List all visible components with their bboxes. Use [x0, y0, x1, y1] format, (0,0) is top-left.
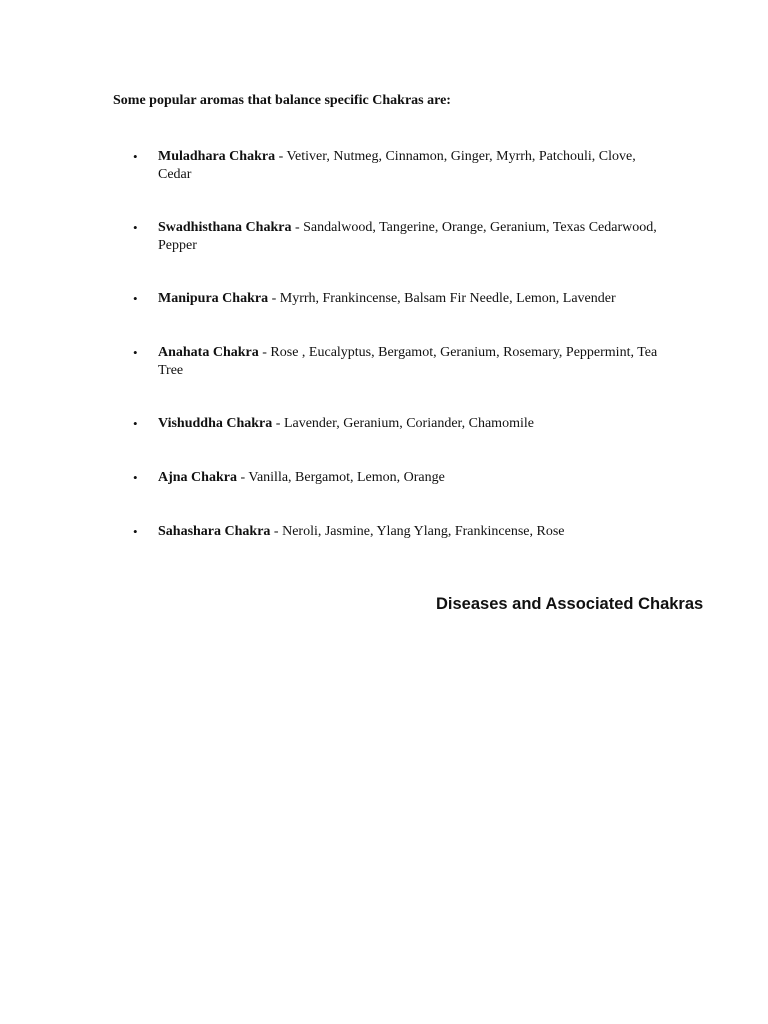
chakra-aromas: Lavender, Geranium, Coriander, Chamomile	[283, 416, 534, 431]
list-item	[133, 523, 658, 541]
bullet-icon: •	[133, 291, 138, 306]
list-item	[133, 344, 658, 379]
chakra-name: Sahashara Chakra	[158, 524, 271, 539]
chakra-name: Ajna Chakra	[158, 470, 237, 485]
chakra-aromas: Sandalwood, Tangerine, Orange, Geranium, Texas Cedarwood, Pepper	[158, 220, 657, 253]
chakra-name: Muladhara Chakra	[158, 149, 276, 164]
bullet-icon: •	[133, 416, 138, 431]
chakra-name: Anahata Chakra	[158, 345, 259, 360]
list-item	[133, 219, 658, 254]
list-item	[133, 148, 658, 183]
chakra-name: Swadhisthana Chakra	[158, 220, 292, 235]
separator: -	[240, 470, 246, 485]
separator: -	[294, 220, 300, 235]
chakra-name: Manipura Chakra	[158, 291, 269, 306]
list-item	[133, 469, 658, 487]
chakra-aromas: Myrrh, Frankincense, Balsam Fir Needle, Lemon, Lavender	[279, 291, 616, 306]
bullet-icon: •	[133, 149, 138, 164]
section-heading: Diseases and Associated Chakras	[436, 595, 704, 613]
bullet-icon: •	[133, 470, 138, 485]
bullet-icon: •	[133, 524, 138, 539]
intro-text: Some popular aromas that balance specific Chakras are:	[113, 93, 451, 108]
separator: -	[278, 149, 284, 164]
separator: -	[273, 524, 279, 539]
list-item	[133, 290, 658, 308]
bullet-icon: •	[133, 345, 138, 360]
separator: -	[275, 416, 281, 431]
separator: -	[262, 345, 267, 360]
separator: -	[271, 291, 277, 306]
chakra-aromas: Neroli, Jasmine, Ylang Ylang, Frankincense, Rose	[282, 524, 565, 539]
list-item	[133, 415, 658, 433]
chakra-name: Vishuddha Chakra	[158, 416, 273, 431]
chakra-aromas: Vanilla, Bergamot, Lemon, Orange	[248, 470, 445, 485]
chakra-aromas: Vetiver, Nutmeg, Cinnamon, Ginger, Myrrh, Patchouli, Clove, Cedar	[158, 149, 636, 182]
bullet-icon: •	[133, 220, 138, 235]
chakra-aromas: Rose , Eucalyptus, Bergamot, Geranium, Rosemary, Peppermint, Tea Tree	[158, 345, 658, 378]
